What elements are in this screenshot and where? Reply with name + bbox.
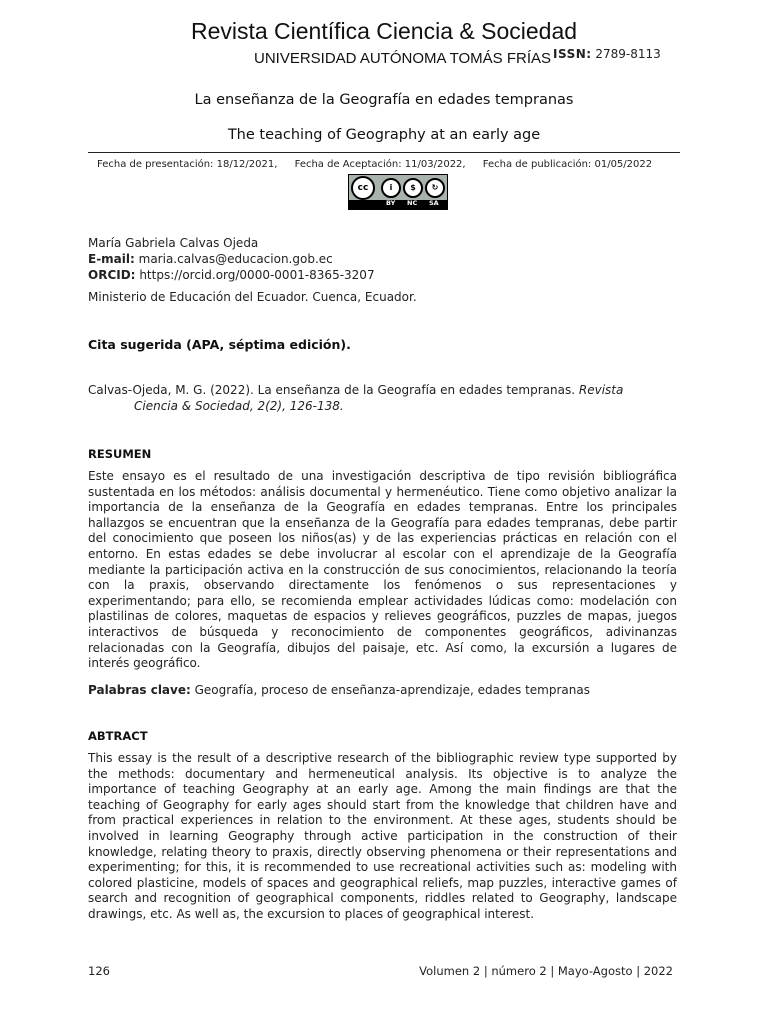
cc-license-badge[interactable] <box>348 174 448 210</box>
author-email-link[interactable]: maria.calvas@educacion.gob.ec <box>138 252 333 266</box>
cc-nc-label: NC <box>407 199 418 207</box>
cc-sa-label: SA <box>429 199 439 207</box>
abstract-text: This essay is the result of a descriptive research of the bibliographic review type supported by the methods: documentary and hermeneutical analysis. Its objective is to analyze the importance of teaching Geography at an early age. Among the main findings are that the teaching of Geography for early ages should start from the knowledge that children have and from practical experiences in relation to the environment. At these ages, students should be involved in learning Geography through active participation in the construction of their knowledge, relating theory to praxis, directly observing phenomena or their representations and experimenting; for this, it is recommended to use recreational activities such as: modeling with colored plasticine, models of spaces and geographical reliefs, map puzzles, interactive games of search and recognition of geographical components, riddles related to Geography, landscape drawings, etc. As well as, the excursion to places of geographical interest. <box>88 751 677 921</box>
citation-journal-name: Ciencia & Sociedad <box>134 399 250 413</box>
person-icon: i <box>381 178 401 198</box>
author-block <box>88 235 680 283</box>
cc-label-strip <box>349 200 447 209</box>
issn-label: ISSN: <box>553 47 592 61</box>
issue-info: Volumen 2 | número 2 | Mayo-Agosto | 2022 <box>419 964 673 978</box>
citation-text: Calvas-Ojeda, M. G. (2022). La enseñanza de la Geografía en edades tempranas. <box>88 383 576 397</box>
university-name: UNIVERSIDAD AUTÓNOMA TOMÁS FRÍAS <box>254 50 551 67</box>
sharealike-icon: ↻ <box>425 178 445 198</box>
journal-title: Revista Científica Ciencia & Sociedad <box>190 18 578 44</box>
acceptance-date: Fecha de Aceptación: 11/03/2022, <box>294 159 466 170</box>
publication-date: Fecha de publicación: 01/05/2022 <box>482 159 653 170</box>
cc-by-label: BY <box>386 199 396 207</box>
noncommercial-icon: $ <box>403 178 423 198</box>
dates-row <box>97 159 677 170</box>
citation-volume: , 2(2), 126-138. <box>249 399 344 413</box>
keywords-label: Palabras clave: <box>88 683 191 697</box>
email-label: E-mail: <box>88 252 135 266</box>
issn-value: 2789-8113 <box>595 47 661 61</box>
citation-line-2 <box>88 398 680 414</box>
keywords-row <box>88 683 590 697</box>
cc-icon: cc <box>351 176 375 200</box>
article-title-english: The teaching of Geography at an early age <box>227 127 541 143</box>
resumen-heading: RESUMEN <box>88 447 152 461</box>
author-email-row <box>88 251 680 267</box>
author-institution: Ministerio de Educación del Ecuador. Cuenca, Ecuador. <box>88 290 417 304</box>
page-number: 126 <box>88 964 110 978</box>
suggested-citation <box>88 382 680 414</box>
presentation-date: Fecha de presentación: 18/12/2021, <box>97 159 278 170</box>
issn <box>553 47 661 61</box>
resumen-text: Este ensayo es el resultado de una investigación descriptiva de tipo revisión bibliográfica sustentada en los métodos: análisis documental y hermenéutico. Tiene como objetivo analizar la importancia de la enseñanza de la Geografía en edades tempranas. Entre los principales hallazgos se encuentran que la enseñanza de la Geografía para edades tempranas, debe partir del conocimiento que poseen los niños(as) y de las experiencias prácticas en relación con el entorno. En estas edades se debe involucrar al escolar con el aprendizaje de la Geografía mediante la participación activa en la construcción de sus conocimientos, relacionando la teoría con la praxis, observando directamente los fenómenos o sus representaciones y experimentando; para ello, se recomienda emplear actividades lúdicas como: modelación con plastilinas de colores, maquetas de espacios y relieves geográficos, puzzles de mapas, juegos interactivos de búsqueda y reconocimiento de componentes geográficos, adivinanzas relacionadas con la Geografía, dibujos del paisaje, etc. Así como, la excursión a lugares de interés geográfico. <box>88 469 677 671</box>
author-name: María Gabriela Calvas Ojeda <box>88 236 259 250</box>
author-orcid-row <box>88 267 680 283</box>
keywords-text: Geografía, proceso de enseñanza-aprendizaje, edades tempranas <box>194 683 590 697</box>
header-divider <box>88 152 680 153</box>
citation-heading: Cita sugerida (APA, séptima edición). <box>88 337 351 352</box>
author-orcid-link[interactable]: https://orcid.org/0000-0001-8365-3207 <box>139 268 375 282</box>
article-title-spanish: La enseñanza de la Geografía en edades tempranas <box>194 92 574 108</box>
abstract-heading: ABTRACT <box>88 729 148 743</box>
orcid-label: ORCID: <box>88 268 136 282</box>
citation-journal: Revista <box>578 383 624 397</box>
